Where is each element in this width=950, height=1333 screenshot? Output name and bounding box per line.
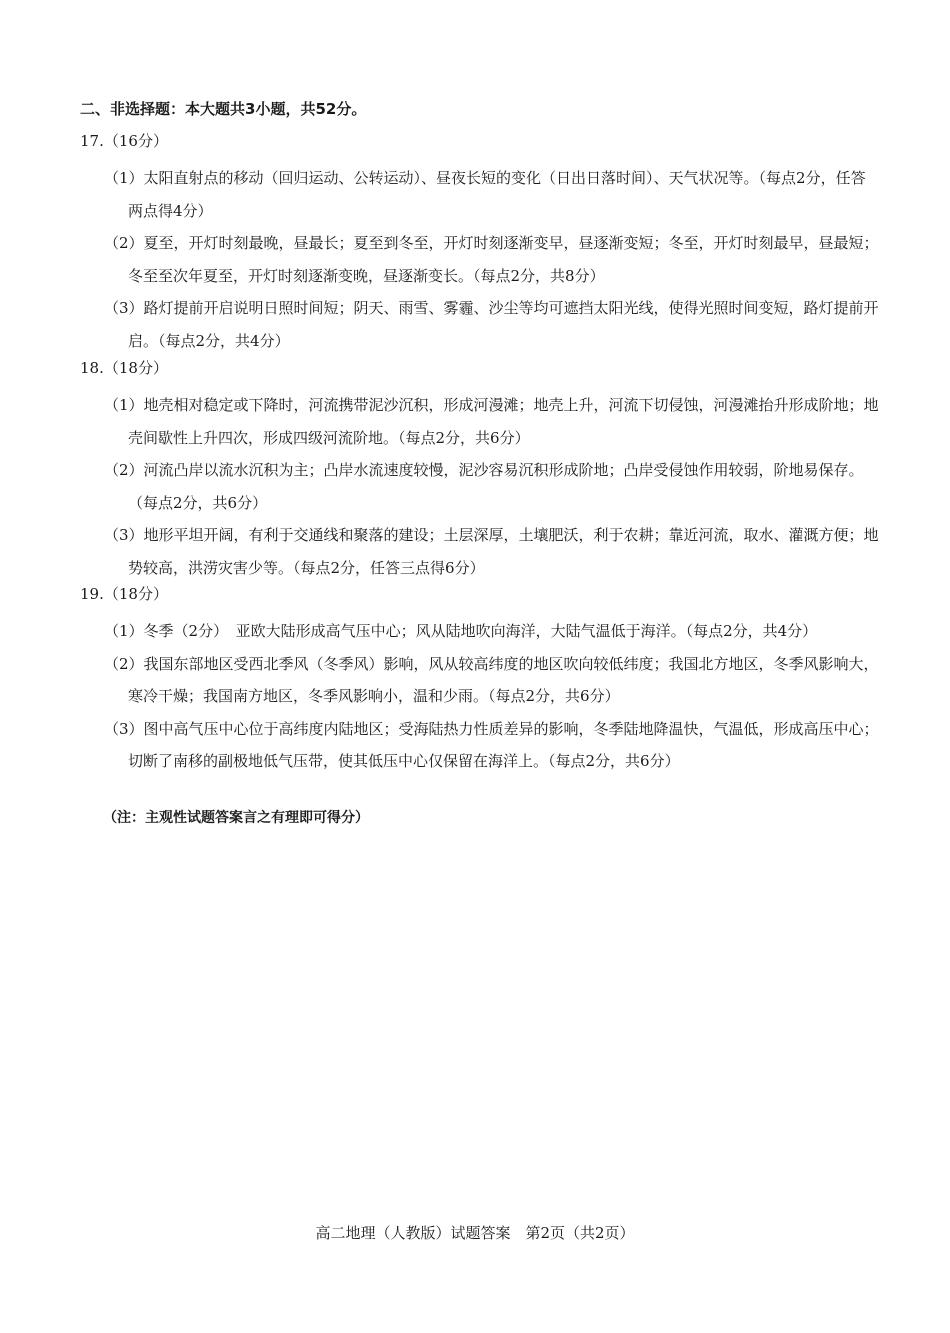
answer-item xyxy=(104,162,880,227)
page-footer: 高二地理（人教版）试题答案 第2页（共2页） xyxy=(315,1224,635,1242)
question-heading: 19.（18分） xyxy=(80,585,168,603)
item-number: （1） xyxy=(104,396,144,414)
answer-item xyxy=(104,227,880,292)
item-text: 我国东部地区受西北季风（冬季风）影响，风从较高纬度的地区吹向较低纬度；我国北方地区，冬季风影响大，寒冷干燥；我国南方地区，冬季风影响小，温和少雨。（每点2分，共6分） xyxy=(128,654,879,705)
item-text: 路灯提前开启说明日照时间短；阴天、雨雪、雾霾、沙尘等均可遮挡太阳光线，使得光照时间变短，路灯提前开启。（每点2分，共4分） xyxy=(128,299,879,350)
answer-item xyxy=(104,648,880,713)
section-title: 二、非选择题：本大题共3小题，共52分。 xyxy=(80,100,367,118)
item-number: （3） xyxy=(104,719,144,738)
item-text: 太阳直射点的移动（回归运动、公转运动）、昼夜长短的变化（日出日落时间）、天气状况等。（每点2分，任答两点得4分） xyxy=(128,169,866,220)
item-number: （1） xyxy=(104,169,144,187)
item-text: 地形平坦开阔，有利于交通线和聚落的建设；土层深厚，土壤肥沃，利于农耕；靠近河流，取水、灌溉方便；地势较高，洪涝灾害少等。（每点2分，任答三点得6分） xyxy=(128,526,879,577)
item-text: 夏至，开灯时刻最晚，昼最长；夏至到冬至，开灯时刻逐渐变早，昼逐渐变短；冬至，开灯时刻最早，昼最短；冬至至次年夏至，开灯时刻逐渐变晚，昼逐渐变长。（每点2分，共8分） xyxy=(128,234,879,285)
question-heading: 18.（18分） xyxy=(80,359,168,377)
item-text: 冬季（2分） 亚欧大陆形成高气压中心；风从陆地吹向海洋，大陆气温低于海洋。（每点2分，共4分） xyxy=(143,622,818,640)
item-number: （2） xyxy=(104,461,144,479)
item-number: （2） xyxy=(104,234,144,252)
grading-note: （注：主观性试题答案言之有理即可得分） xyxy=(103,810,369,826)
item-number: （3） xyxy=(104,299,144,317)
item-number: （1） xyxy=(104,622,144,640)
answer-item xyxy=(104,454,880,519)
question-19 xyxy=(80,583,880,778)
question-17 xyxy=(80,130,880,357)
answer-item xyxy=(104,713,880,778)
item-text: 地壳相对稳定或下降时，河流携带泥沙沉积，形成河漫滩；地壳上升，河流下切侵蚀，河漫滩抬升形成阶地；地壳间歇性上升四次，形成四级河流阶地。（每点2分，共6分） xyxy=(128,396,879,447)
item-number: （3） xyxy=(104,526,144,544)
answer-item xyxy=(104,519,880,584)
answer-item xyxy=(104,292,880,357)
item-number: （2） xyxy=(104,654,144,673)
answer-item xyxy=(104,389,880,454)
question-18 xyxy=(80,357,880,584)
question-heading: 17.（16分） xyxy=(80,132,168,150)
item-text: 河流凸岸以流水沉积为主；凸岸水流速度较慢，泥沙容易沉积形成阶地；凸岸受侵蚀作用较弱，阶地易保存。（每点2分，共6分） xyxy=(128,461,864,512)
answer-item xyxy=(104,615,880,648)
item-text: 图中高气压中心位于高纬度内陆地区；受海陆热力性质差异的影响，冬季陆地降温快，气温低，形成高压中心；切断了南移的副极地低气压带，使其低压中心仅保留在海洋上。（每点2分，共6分） xyxy=(128,719,879,770)
